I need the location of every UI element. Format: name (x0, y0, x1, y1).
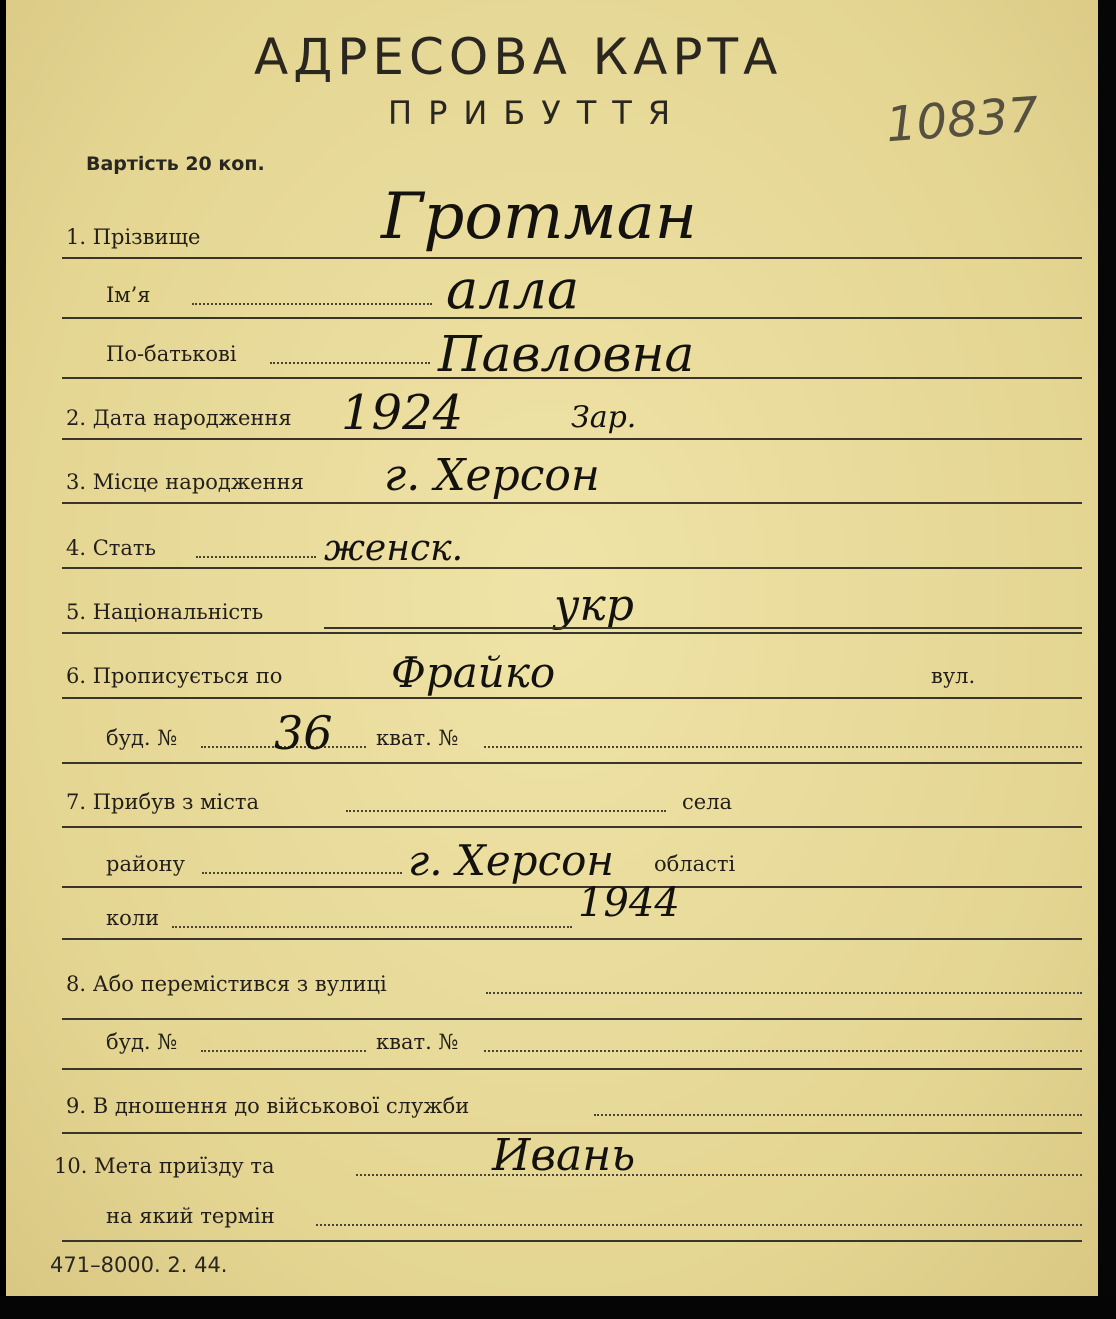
dots-sex (196, 556, 316, 558)
label-patronymic: По-батькові (106, 342, 237, 366)
dots-term (316, 1224, 1082, 1226)
label-moved-from: 8. Або перемістився з вулиці (66, 972, 387, 996)
line-district (62, 886, 1082, 888)
line-patronymic (62, 377, 1082, 379)
archive-number: 10837 (884, 86, 1041, 154)
line-registered (62, 697, 1082, 699)
value-region: г. Херсон (408, 836, 615, 885)
dots-patronymic (270, 362, 430, 364)
value-patronymic: Павловна (438, 325, 695, 383)
label-street-suffix: вул. (931, 664, 976, 688)
value-name: алла (446, 258, 580, 321)
label-term: на який термін (106, 1204, 275, 1228)
line-sex (62, 567, 1082, 569)
label-nationality: 5. Національність (66, 600, 264, 624)
label-surname: 1. Прізвище (66, 225, 201, 249)
value-nationality: укр (554, 580, 634, 631)
value-surname: Гротман (381, 180, 697, 254)
value-birth-extra: Зар. (571, 400, 637, 435)
line-nationality-2 (62, 632, 1082, 634)
line-arrived (62, 826, 1082, 828)
line-moved (62, 1018, 1082, 1020)
line-birth-date (62, 438, 1082, 440)
label-district: району (106, 852, 185, 876)
line-building-2 (62, 1068, 1082, 1070)
address-card (6, 0, 1098, 1319)
value-purpose: Ивань (492, 1130, 636, 1181)
line-when (62, 938, 1082, 940)
label-apartment: кват. № (376, 726, 459, 750)
line-birth-place (62, 502, 1082, 504)
value-sex: женск. (324, 528, 464, 569)
label-region: області (654, 852, 736, 876)
price-label: Вартість 20 коп. (86, 153, 265, 175)
line-name (62, 317, 1082, 319)
label-registered-at: 6. Прописується по (66, 664, 283, 688)
dots-city (346, 810, 666, 812)
form-subtitle: ПРИБУТТЯ (388, 94, 687, 132)
print-code: 471–8000. 2. 44. (50, 1253, 228, 1277)
form-title: АДРЕСОВА КАРТА (254, 28, 783, 86)
label-name: Ім’я (106, 283, 151, 307)
dots-purpose (356, 1174, 1082, 1176)
dots-moved (486, 992, 1082, 994)
label-building: буд. № (106, 726, 178, 750)
label-apartment-2: кват. № (376, 1030, 459, 1054)
label-birth-date: 2. Дата народження (66, 406, 292, 430)
label-building-2: буд. № (106, 1030, 178, 1054)
value-when: 1944 (578, 880, 680, 926)
value-birth-year: 1924 (341, 385, 464, 441)
label-arrived-from: 7. Прибув з міста (66, 790, 260, 814)
label-purpose: 10. Мета приїзду та (54, 1154, 275, 1178)
label-military: 9. В дношення до військової служби (66, 1094, 470, 1118)
line-nationality (324, 627, 1082, 629)
dots-military (594, 1114, 1082, 1116)
dots-district (202, 872, 402, 874)
line-building (62, 762, 1082, 764)
label-village: села (682, 790, 733, 814)
value-building: 36 (274, 706, 333, 760)
label-when: коли (106, 906, 160, 930)
dots-apartment (484, 746, 1082, 748)
value-street: Фрайко (391, 648, 556, 697)
label-sex: 4. Стать (66, 536, 156, 560)
scan-border-right (1098, 0, 1116, 1319)
dots-name (192, 303, 432, 305)
label-birth-place: 3. Місце народження (66, 470, 304, 494)
value-birth-place: г. Херсон (384, 450, 600, 501)
line-term (62, 1240, 1082, 1242)
dots-building-2 (201, 1050, 366, 1052)
scan-border-bottom (0, 1296, 1116, 1319)
dots-when (172, 926, 572, 928)
dots-apartment-2 (484, 1050, 1082, 1052)
